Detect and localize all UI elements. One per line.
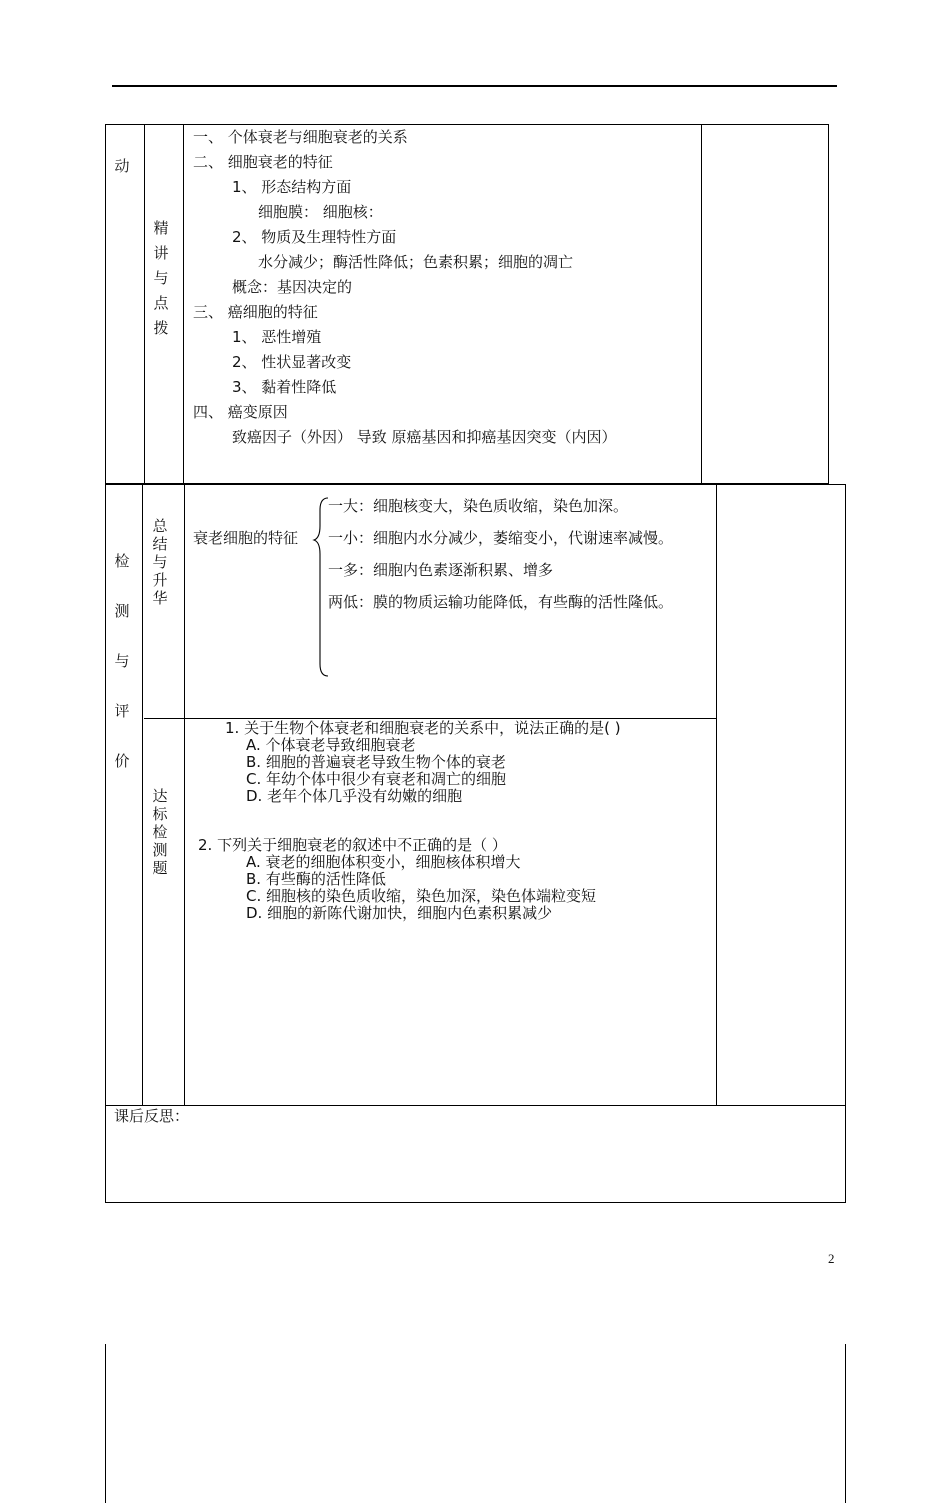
question-stem: 2. 下列关于细胞衰老的叙述中不正确的是（ ） [198, 836, 507, 854]
table1-col1 [144, 124, 145, 484]
table2-col2 [184, 484, 185, 1106]
table1-col2 [183, 124, 184, 484]
table1-col3 [701, 124, 702, 484]
page-number: 2 [828, 1251, 835, 1266]
table1-col0 [105, 124, 106, 484]
content-line: 细胞膜： 细胞核： [258, 203, 383, 221]
table2-bottom [105, 1105, 846, 1106]
table3-col0-mask [105, 1203, 847, 1344]
question-option: C. 年幼个体中很少有衰老和凋亡的细胞 [246, 770, 507, 788]
table2-col0 [105, 484, 106, 1503]
content-line: 1、 恶性增殖 [232, 328, 322, 346]
table2-col3 [716, 484, 717, 1106]
summary-item: 一多：细胞内色素逐渐积累、增多 [328, 561, 554, 579]
section1-outer-label: 动 [114, 157, 130, 175]
question-option: B. 有些酶的活性降低 [246, 870, 386, 888]
question-option: A. 个体衰老导致细胞衰老 [246, 736, 416, 754]
summary-item: 一大：细胞核变大，染色质收缩，染色加深。 [328, 497, 629, 515]
question-option: C. 细胞核的染色质收缩，染色加深，染色体端粒变短 [246, 887, 597, 905]
table1-col4 [828, 124, 829, 484]
content-line: 二、 细胞衰老的特征 [193, 153, 333, 171]
content-line: 三、 癌细胞的特征 [193, 303, 318, 321]
summary-item: 两低：膜的物质运输功能降低，有些酶的活性隆低。 [328, 593, 674, 611]
table2-col4 [845, 484, 846, 1503]
content-line: 2、 物质及生理特性方面 [232, 228, 397, 246]
question-option: B. 细胞的普遍衰老导致生物个体的衰老 [246, 753, 506, 771]
content-line: 3、 黏着性降低 [232, 378, 337, 396]
content-line: 2、 性状显著改变 [232, 353, 352, 371]
content-line: 概念：基因决定的 [232, 278, 353, 296]
summary-item: 一小：细胞内水分减少，萎缩变小，代谢速率减慢。 [328, 529, 674, 547]
table1-top [105, 124, 829, 125]
content-line: 致癌因子（外因） 导致 原癌基因和抑癌基因突变（内因） [232, 428, 617, 446]
table2-col1 [142, 484, 143, 1106]
summary-title: 衰老细胞的特征 [193, 529, 299, 547]
content-line: 四、 癌变原因 [193, 403, 288, 421]
header-rule [112, 85, 837, 87]
question-stem: 1. 关于生物个体衰老和细胞衰老的关系中，说法正确的是( ) [225, 719, 621, 737]
curly-brace [312, 496, 332, 680]
content-line: 水分减少；酶活性降低；色素积累；细胞的凋亡 [258, 253, 574, 271]
question-option: A. 衰老的细胞体积变小，细胞核体积增大 [246, 853, 521, 871]
content-line: 1、 形态结构方面 [232, 178, 352, 196]
table2-top [105, 484, 846, 485]
question-option: D. 细胞的新陈代谢加快，细胞内色素积累减少 [246, 904, 553, 922]
reflection-label: 课后反思： [114, 1107, 190, 1125]
content-line: 一、 个体衰老与细胞衰老的关系 [193, 128, 408, 146]
question-option: D. 老年个体几乎没有幼嫩的细胞 [246, 787, 463, 805]
